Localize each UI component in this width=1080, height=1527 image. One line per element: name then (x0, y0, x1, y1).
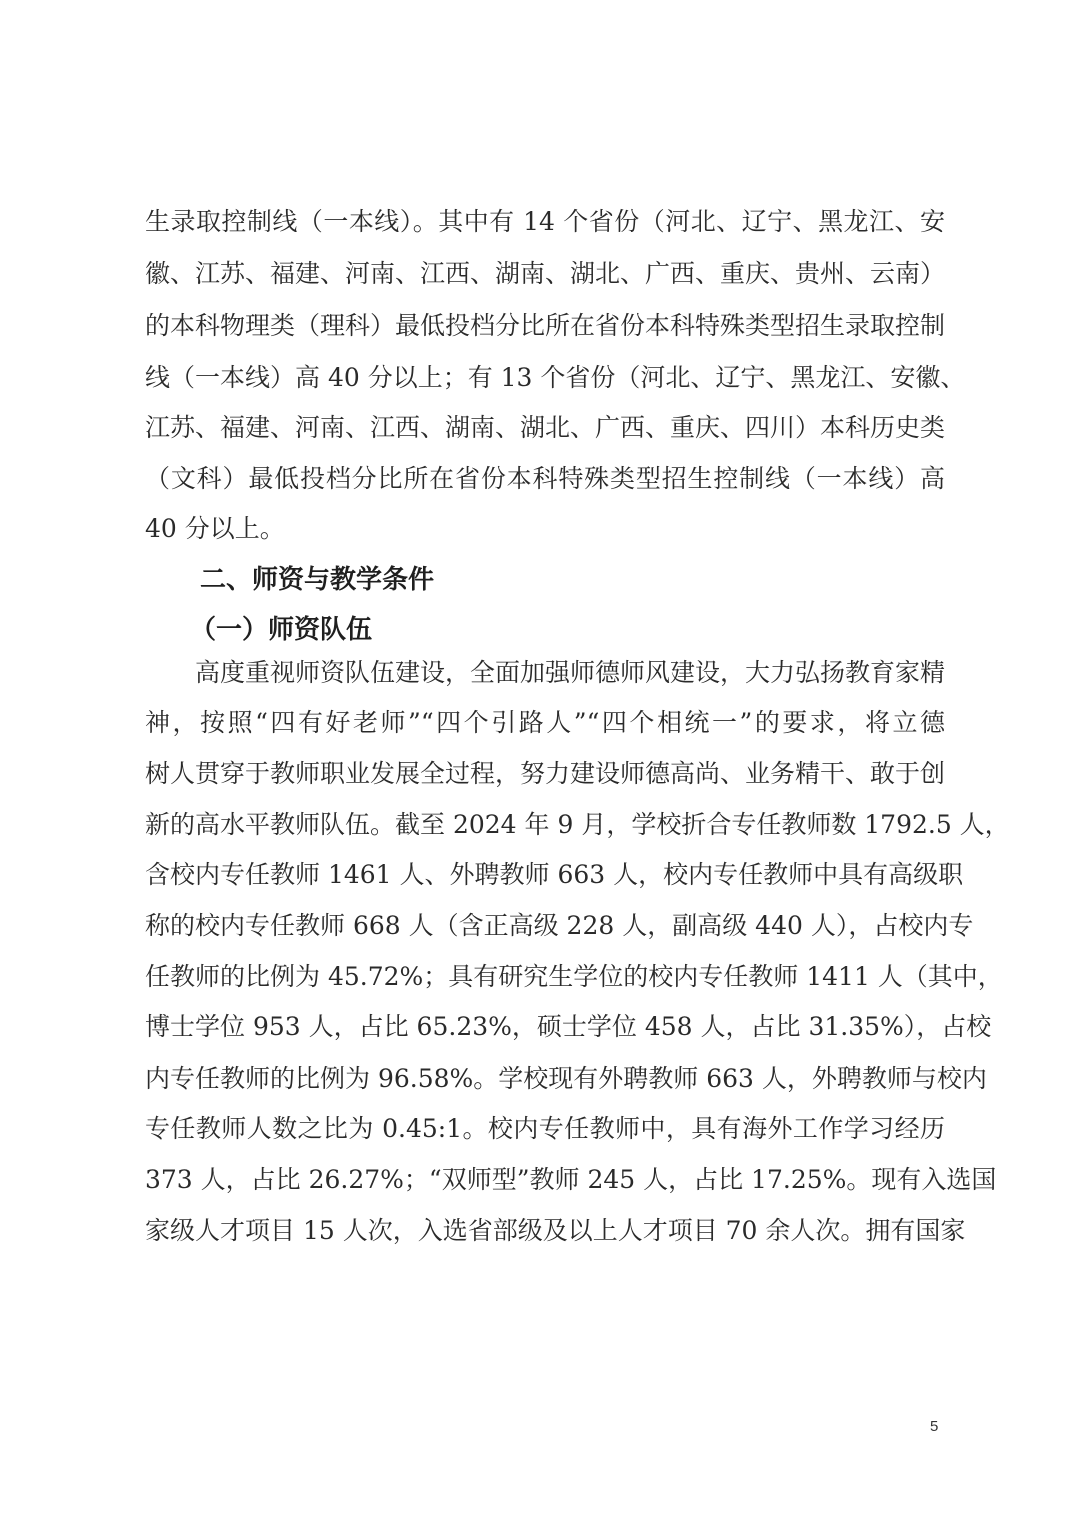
paragraph-2-line-8: 博士学位 953 人，占比 65.23%，硕士学位 458 人，占比 31.35%），占校 (145, 1012, 992, 1041)
paragraph-2-line-4: 新的高水平教师队伍。截至 2024 年 9 月，学校折合专任教师数 1792.5 人， (145, 810, 1010, 839)
page-number: 5 (930, 1418, 939, 1435)
section-heading: 二、师资与教学条件 (200, 565, 435, 595)
paragraph-1-line-5: 江苏、福建、河南、江西、湖南、湖北、广西、重庆、四川）本科历史类 (145, 413, 946, 442)
paragraph-1-line-7: 40 分以上。 (145, 514, 285, 543)
paragraph-1-line-2: 徽、江苏、福建、河南、江西、湖南、湖北、广西、重庆、贵州、云南） (145, 259, 946, 288)
subsection-heading: （一）师资队伍 (190, 615, 373, 645)
paragraph-2-line-5: 含校内专任教师 1461 人、外聘教师 663 人，校内专任教师中具有高级职 (145, 860, 964, 889)
paragraph-2-line-10: 专任教师人数之比为 0.45:1。校内专任教师中，具有海外工作学习经历 (145, 1114, 945, 1143)
paragraph-1-line-1: 生录取控制线（一本线）。其中有 14 个省份（河北、辽宁、黑龙江、安 (145, 207, 945, 236)
paragraph-2-line-9: 内专任教师的比例为 96.58%。学校现有外聘教师 663 人，外聘教师与校内 (145, 1064, 987, 1093)
paragraph-2-line-11: 373 人，占比 26.27%；“双师型”教师 245 人，占比 17.25%。现有入选国 (145, 1165, 997, 1194)
paragraph-2-line-1: 高度重视师资队伍建设，全面加强师德师风建设，大力弘扬教育家精 (195, 658, 946, 687)
paragraph-2-line-6: 称的校内专任教师 668 人（含正高级 228 人，副高级 440 人），占校内专 (145, 911, 974, 940)
paragraph-2-line-3: 树人贯穿于教师职业发展全过程，努力建设师德高尚、业务精干、敢于创 (145, 759, 946, 788)
paragraph-1-line-4: 线（一本线）高 40 分以上；有 13 个省份（河北、辽宁、黑龙江、安徽、 (145, 363, 966, 392)
paragraph-1-line-3: 的本科物理类（理科）最低投档分比所在省份本科特殊类型招生录取控制 (145, 311, 946, 340)
paragraph-2-line-7: 任教师的比例为 45.72%；具有研究生学位的校内专任教师 1411 人（其中， (145, 962, 1003, 991)
paragraph-2-line-2: 神，按照“四有好老师”“四个引路人”“四个相统一”的要求，将立德 (145, 708, 945, 737)
paragraph-2-line-12: 家级人才项目 15 人次，入选省部级及以上人才项目 70 余人次。拥有国家 (145, 1216, 966, 1245)
paragraph-1-line-6: （文科）最低投档分比所在省份本科特殊类型招生控制线（一本线）高 (145, 464, 945, 493)
